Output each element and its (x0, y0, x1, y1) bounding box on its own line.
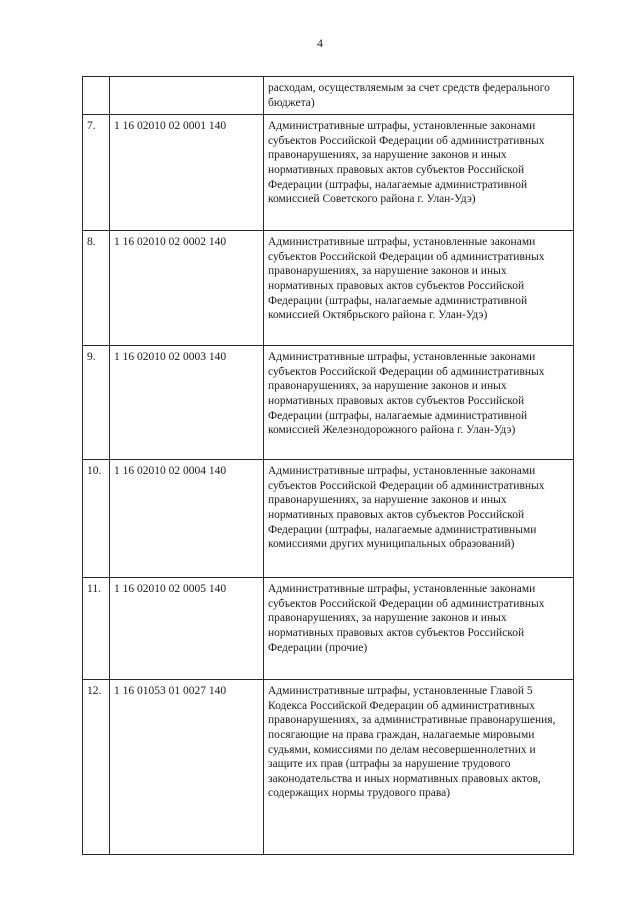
table-row (83, 231, 574, 346)
page-number: 4 (317, 36, 323, 50)
row-number: 9. (83, 346, 110, 460)
row-description: Административные штрафы, установленные Главой 5 Кодекса Российской Федерации об административных правонарушениях, за административные правонарушения, посягающие на права граждан, налагаемые мировыми судьями, комиссиями по делам несовершеннолетних и защите их прав (штрафы за нарушение трудового законодательства и иных нормативных правовых актов, содержащих нормы трудового права) (264, 680, 574, 855)
budget-code: 1 16 02010 02 0001 140 (110, 115, 264, 231)
row-description: Административные штрафы, установленные законами субъектов Российской Федерации об административных правонарушениях, за нарушение законов и иных нормативных правовых актов субъектов Российской Федерации (штрафы, налагаемые административными комиссиями других муниципальных образований) (264, 460, 574, 578)
budget-codes-table (82, 76, 574, 855)
row-description: Административные штрафы, установленные законами субъектов Российской Федерации об административных правонарушениях, за нарушение законов и иных нормативных правовых актов субъектов Российской Федерации (штрафы, налагаемые административной комиссией Советского района г. Улан-Удэ) (264, 115, 574, 231)
table-row (83, 115, 574, 231)
row-description: расходам, осуществляемым за счет средств федерального бюджета) (264, 77, 574, 115)
budget-code: 1 16 02010 02 0003 140 (110, 346, 264, 460)
table-row (83, 77, 574, 115)
row-number: 11. (83, 578, 110, 680)
table-row (83, 460, 574, 578)
budget-code: 1 16 02010 02 0005 140 (110, 578, 264, 680)
row-number (83, 77, 110, 115)
table-row (83, 680, 574, 855)
row-number: 12. (83, 680, 110, 855)
row-description: Административные штрафы, установленные законами субъектов Российской Федерации об административных правонарушениях, за нарушение законов и иных нормативных правовых актов субъектов Российской Федерации (штрафы, налагаемые административной комиссией Железнодорожного района г. Улан-Удэ) (264, 346, 574, 460)
row-number: 7. (83, 115, 110, 231)
budget-code: 1 16 01053 01 0027 140 (110, 680, 264, 855)
table-row (83, 346, 574, 460)
budget-code (110, 77, 264, 115)
row-number: 10. (83, 460, 110, 578)
budget-code: 1 16 02010 02 0002 140 (110, 231, 264, 346)
row-number: 8. (83, 231, 110, 346)
table-row (83, 578, 574, 680)
row-description: Административные штрафы, установленные законами субъектов Российской Федерации об административных правонарушениях, за нарушение законов и иных нормативных правовых актов субъектов Российской Федерации (штрафы, налагаемые административной комиссией Октябрьского района г. Улан-Удэ) (264, 231, 574, 346)
budget-code: 1 16 02010 02 0004 140 (110, 460, 264, 578)
row-description: Административные штрафы, установленные законами субъектов Российской Федерации об административных правонарушениях, за нарушение законов и иных нормативных правовых актов субъектов Российской Федерации (прочие) (264, 578, 574, 680)
